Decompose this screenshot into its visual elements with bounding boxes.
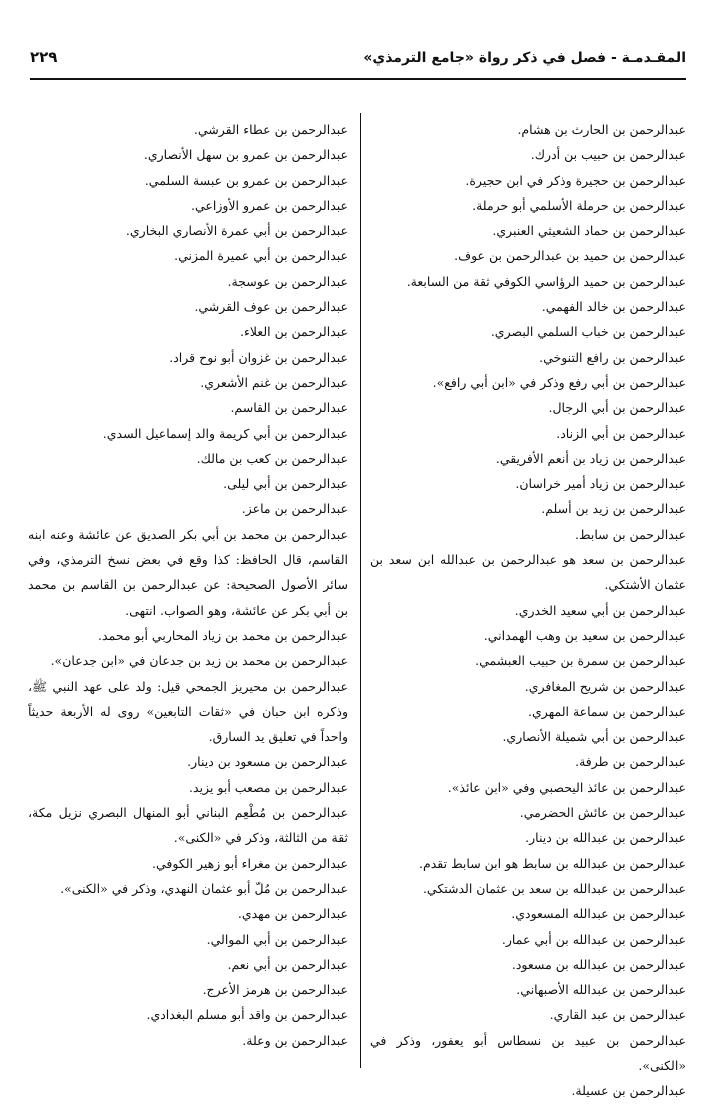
- narrator-entry: عبدالرحمن بن أبي سعيد الخدري.: [514, 602, 686, 618]
- narrator-entry: عبدالرحمن بن سعد هو عبدالرحمن بن عبدالله ابن سعد بن عثمان الأشتكي.: [370, 552, 686, 593]
- narrator-entry: عبدالرحمن بن عمرو الأوزاعي.: [191, 197, 348, 213]
- narrator-entry: عبدالرحمن بن أبي نعم.: [227, 956, 348, 972]
- narrator-entry: عبدالرحمن بن عوسجة.: [227, 273, 348, 289]
- narrator-entry: عبدالرحمن بن عوف القرشي.: [194, 299, 348, 315]
- narrator-entry: عبدالرحمن بن عبدالله بن دينار.: [525, 830, 686, 846]
- page-header: [30, 46, 686, 80]
- narrator-entry: عبدالرحمن بن محمد بن زيد بن جدعان في «ابن جدعان».: [50, 653, 348, 669]
- narrator-entry: عبدالرحمن بن حميد بن عبدالرحمن بن عوف.: [454, 248, 686, 264]
- narrator-entry: عبدالرحمن بن زياد أمير خراسان.: [515, 476, 686, 492]
- left-column: [28, 117, 348, 1053]
- narrator-entry: عبدالرحمن بن سابط.: [575, 526, 686, 542]
- narrator-entry: عبدالرحمن بن عبدالله بن مسعود.: [511, 956, 686, 972]
- column-divider: [360, 113, 361, 1068]
- narrator-entry: عبدالرحمن بن مهدي.: [237, 906, 348, 922]
- narrator-entry: عبدالرحمن بن حبيب بن أدرك.: [530, 147, 686, 163]
- narrator-entry: عبدالرحمن بن عبدالله بن سعد بن عثمان الدشتكي.: [422, 880, 686, 896]
- narrator-entry: عبدالرحمن بن أبي ليلى.: [223, 476, 348, 492]
- header-rule: [30, 78, 686, 80]
- narrator-entry: عبدالرحمن بن مصعب أبو يزيد.: [189, 779, 348, 795]
- narrator-entry: عبدالرحمن بن سمرة بن حبيب العبشمي.: [475, 653, 686, 669]
- narrator-entry: عبدالرحمن بن حميد الرؤاسي الكوفي ثقة من السابعة.: [406, 273, 686, 289]
- narrator-entry: عبدالرحمن بن أبي الموالي.: [206, 931, 348, 947]
- narrator-entry: عبدالرحمن بن عائش الحضرمي.: [519, 805, 686, 821]
- narrator-entry: عبدالرحمن بن عبدالله بن أبي عمار.: [501, 931, 686, 947]
- narrator-entry: عبدالرحمن بن عبدالله المسعودي.: [511, 906, 686, 922]
- narrator-entry: عبدالرحمن بن عبد القاري.: [549, 1007, 686, 1023]
- narrator-entry: عبدالرحمن بن الحارث بن هشام.: [517, 122, 686, 137]
- narrator-entry: عبدالرحمن بن عمرو بن عبسة السلمي.: [144, 172, 348, 188]
- narrator-entry: عبدالرحمن بن حماد الشعيثي العنبري.: [492, 223, 686, 239]
- narrator-entry: عبدالرحمن بن أبي شميلة الأنصاري.: [502, 729, 686, 745]
- narrator-entry: عبدالرحمن بن واقد أبو مسلم البغدادي.: [146, 1007, 348, 1023]
- narrator-entry: عبدالرحمن بن خباب السلمي البصري.: [490, 324, 686, 340]
- narrator-entry: عبدالرحمن بن حجيرة وذكر في ابن حجيرة.: [465, 172, 686, 188]
- running-title: المقـدمـة - فصل في ذكر رواة «جامع الترمذي»: [363, 50, 686, 66]
- narrator-entry: عبدالرحمن بن العلاء.: [239, 324, 348, 340]
- narrator-entry: عبدالرحمن بن مغراء أبو زهير الكوفي.: [152, 855, 348, 871]
- narrator-entry: عبدالرحمن بن عمرو بن سهل الأنصاري.: [143, 147, 348, 163]
- narrator-entry: عبدالرحمن بن مُطْعِم البناني أبو المنهال البصري نزيل مكة، ثقة من الثالثة، وذكر في «الكنى».: [28, 805, 348, 846]
- narrator-entry: عبدالرحمن بن أبي عميرة المزني.: [174, 248, 348, 264]
- narrator-entry: عبدالرحمن بن هرمز الأعرج.: [202, 982, 348, 998]
- narrator-entry: عبدالرحمن بن زيد بن أسلم.: [541, 501, 686, 517]
- narrator-entry: عبدالرحمن بن طرفة.: [575, 754, 686, 770]
- narrator-entry: عبدالرحمن بن أبي الرجال.: [548, 400, 686, 416]
- narrator-entry: عبدالرحمن بن محمد بن زياد المحاربي أبو محمد.: [98, 627, 348, 643]
- narrator-entry: عبدالرحمن بن سعيد بن وهب الهمداني.: [483, 627, 686, 643]
- narrator-entry: عبدالرحمن بن أبي كريمة والد إسماعيل السدي.: [102, 425, 348, 441]
- narrator-entry: عبدالرحمن بن عسيلة.: [571, 1083, 686, 1099]
- narrator-entry: عبدالرحمن بن غنم الأشعري.: [200, 374, 348, 390]
- narrator-entry: عبدالرحمن بن عائذ اليحصبي وفي «ابن عائذ».: [447, 779, 686, 795]
- narrator-entry: عبدالرحمن بن محيريز الجمحي قيل: ولد على عهد النبي ﷺ، وذكره ابن حبان في «ثقات التابعين» روى له الأربعة حديثاً واحداً في تعليق يد السارق.: [28, 678, 348, 745]
- narrator-entry: عبدالرحمن بن حرملة الأسلمي أبو حرملة.: [472, 197, 686, 213]
- narrator-entry: عبدالرحمن بن كعب بن مالك.: [196, 450, 348, 466]
- narrator-entry: عبدالرحمن بن أبي عمرة الأنصاري البخاري.: [125, 223, 348, 239]
- narrator-entry: عبدالرحمن بن مسعود بن دينار.: [187, 754, 348, 770]
- narrator-entry: عبدالرحمن بن زياد بن أنعم الأفريقي.: [495, 450, 686, 466]
- narrator-entry: عبدالرحمن بن عبدالله الأصبهاني.: [516, 982, 686, 998]
- narrator-entry: عبدالرحمن بن سماعة المهري.: [528, 703, 686, 719]
- narrator-entry: عبدالرحمن بن غزوان أبو نوح قراد.: [169, 349, 348, 365]
- page-number: ٢٢٩: [30, 48, 58, 66]
- narrator-entry: عبدالرحمن بن ماعز.: [241, 501, 348, 517]
- narrator-entry: عبدالرحمن بن رافع التنوخي.: [539, 349, 686, 365]
- narrator-entry: عبدالرحمن بن مُلّ أبو عثمان النهدي، وذكر في «الكنى».: [60, 880, 348, 896]
- narrator-entry: عبدالرحمن بن وعلة.: [242, 1032, 348, 1048]
- narrator-entry: عبدالرحمن بن عطاء القرشي.: [193, 122, 348, 137]
- narrator-entry: عبدالرحمن بن أبي الزناد.: [556, 425, 686, 441]
- narrator-entry: عبدالرحمن بن عبدالله بن سابط هو ابن سابط تقدم.: [419, 855, 686, 871]
- narrator-entry: عبدالرحمن بن القاسم.: [230, 400, 348, 416]
- narrator-entry: عبدالرحمن بن عبيد بن نسطاس أبو يعفور، وذكر في «الكنى».: [370, 1032, 686, 1073]
- narrator-entry: عبدالرحمن بن أبي رفع وذكر في «ابن أبي رافع».: [432, 374, 686, 390]
- narrator-entry: عبدالرحمن بن خالد الفهمي.: [541, 299, 686, 315]
- narrator-entry: عبدالرحمن بن شريح المغافري.: [524, 678, 686, 694]
- right-column: [370, 117, 686, 1104]
- narrator-entry: عبدالرحمن بن محمد بن أبي بكر الصديق عن عائشة وعنه ابنه القاسم، قال الحافظ: كذا وقع في بعض نسخ الترمذي، وفي سائر الأصول الصحيحة: عن عبدالرحمن بن القاسم بن محمد بن أبي بكر عن عائشة، وهو الصواب. انتهى.: [28, 526, 348, 618]
